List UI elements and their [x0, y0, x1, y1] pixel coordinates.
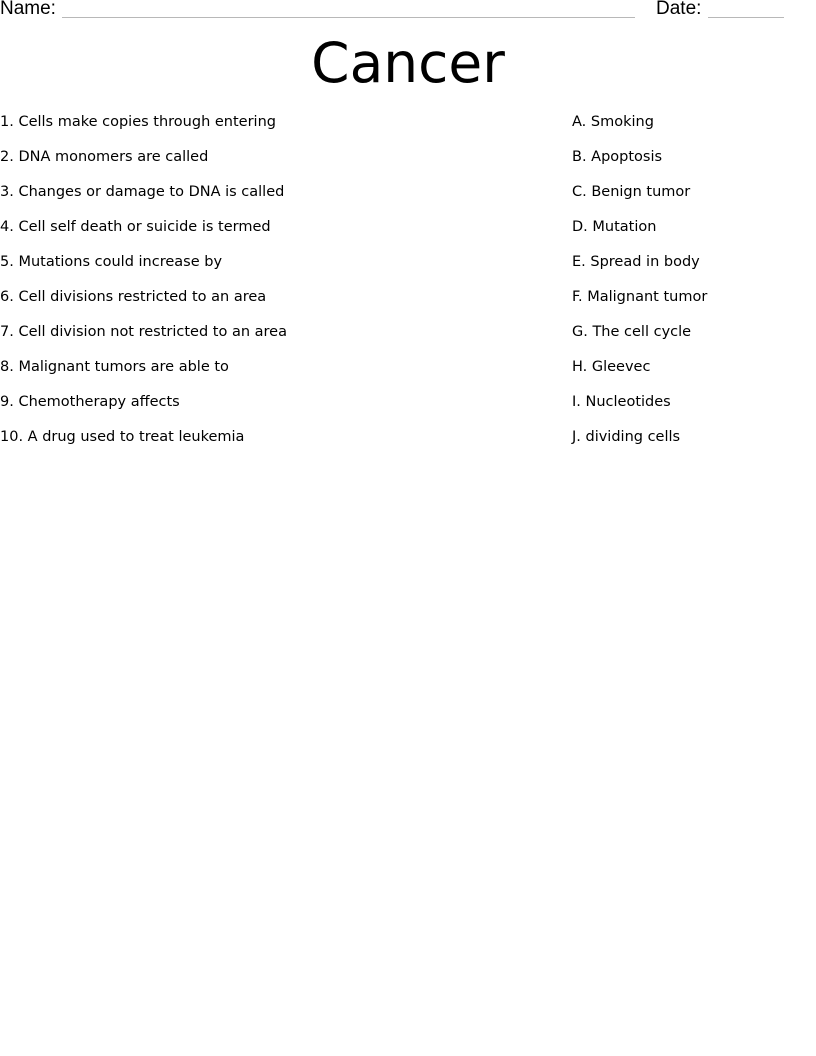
date-label: Date:	[656, 0, 702, 19]
answer-item: J. dividing cells	[572, 429, 681, 445]
question-item: 3. Changes or damage to DNA is called	[0, 184, 285, 200]
question-item: 10. A drug used to treat leukemia	[0, 429, 245, 445]
question-item: 4. Cell self death or suicide is termed	[0, 219, 271, 235]
question-list	[0, 112, 540, 462]
answer-item: G. The cell cycle	[572, 324, 692, 340]
answer-list	[572, 112, 812, 462]
name-blank-line	[62, 17, 635, 18]
name-label: Name:	[0, 0, 56, 19]
answer-item: B. Apoptosis	[572, 149, 663, 165]
answer-item: D. Mutation	[572, 219, 657, 235]
worksheet-title: Cancer	[311, 31, 505, 95]
question-item: 1. Cells make copies through entering	[0, 114, 276, 130]
answer-item: F. Malignant tumor	[572, 289, 708, 305]
question-item: 6. Cell divisions restricted to an area	[0, 289, 267, 305]
worksheet-header	[0, 0, 816, 22]
answer-item: E. Spread in body	[572, 254, 700, 270]
question-item: 7. Cell division not restricted to an area	[0, 324, 287, 340]
question-item: 9. Chemotherapy affects	[0, 394, 180, 410]
answer-item: A. Smoking	[572, 114, 654, 130]
question-item: 5. Mutations could increase by	[0, 254, 223, 270]
answer-item: I. Nucleotides	[572, 394, 671, 410]
answer-item: H. Gleevec	[572, 359, 651, 375]
date-blank-line	[708, 17, 784, 18]
question-item: 2. DNA monomers are called	[0, 149, 209, 165]
question-item: 8. Malignant tumors are able to	[0, 359, 229, 375]
answer-item: C. Benign tumor	[572, 184, 691, 200]
